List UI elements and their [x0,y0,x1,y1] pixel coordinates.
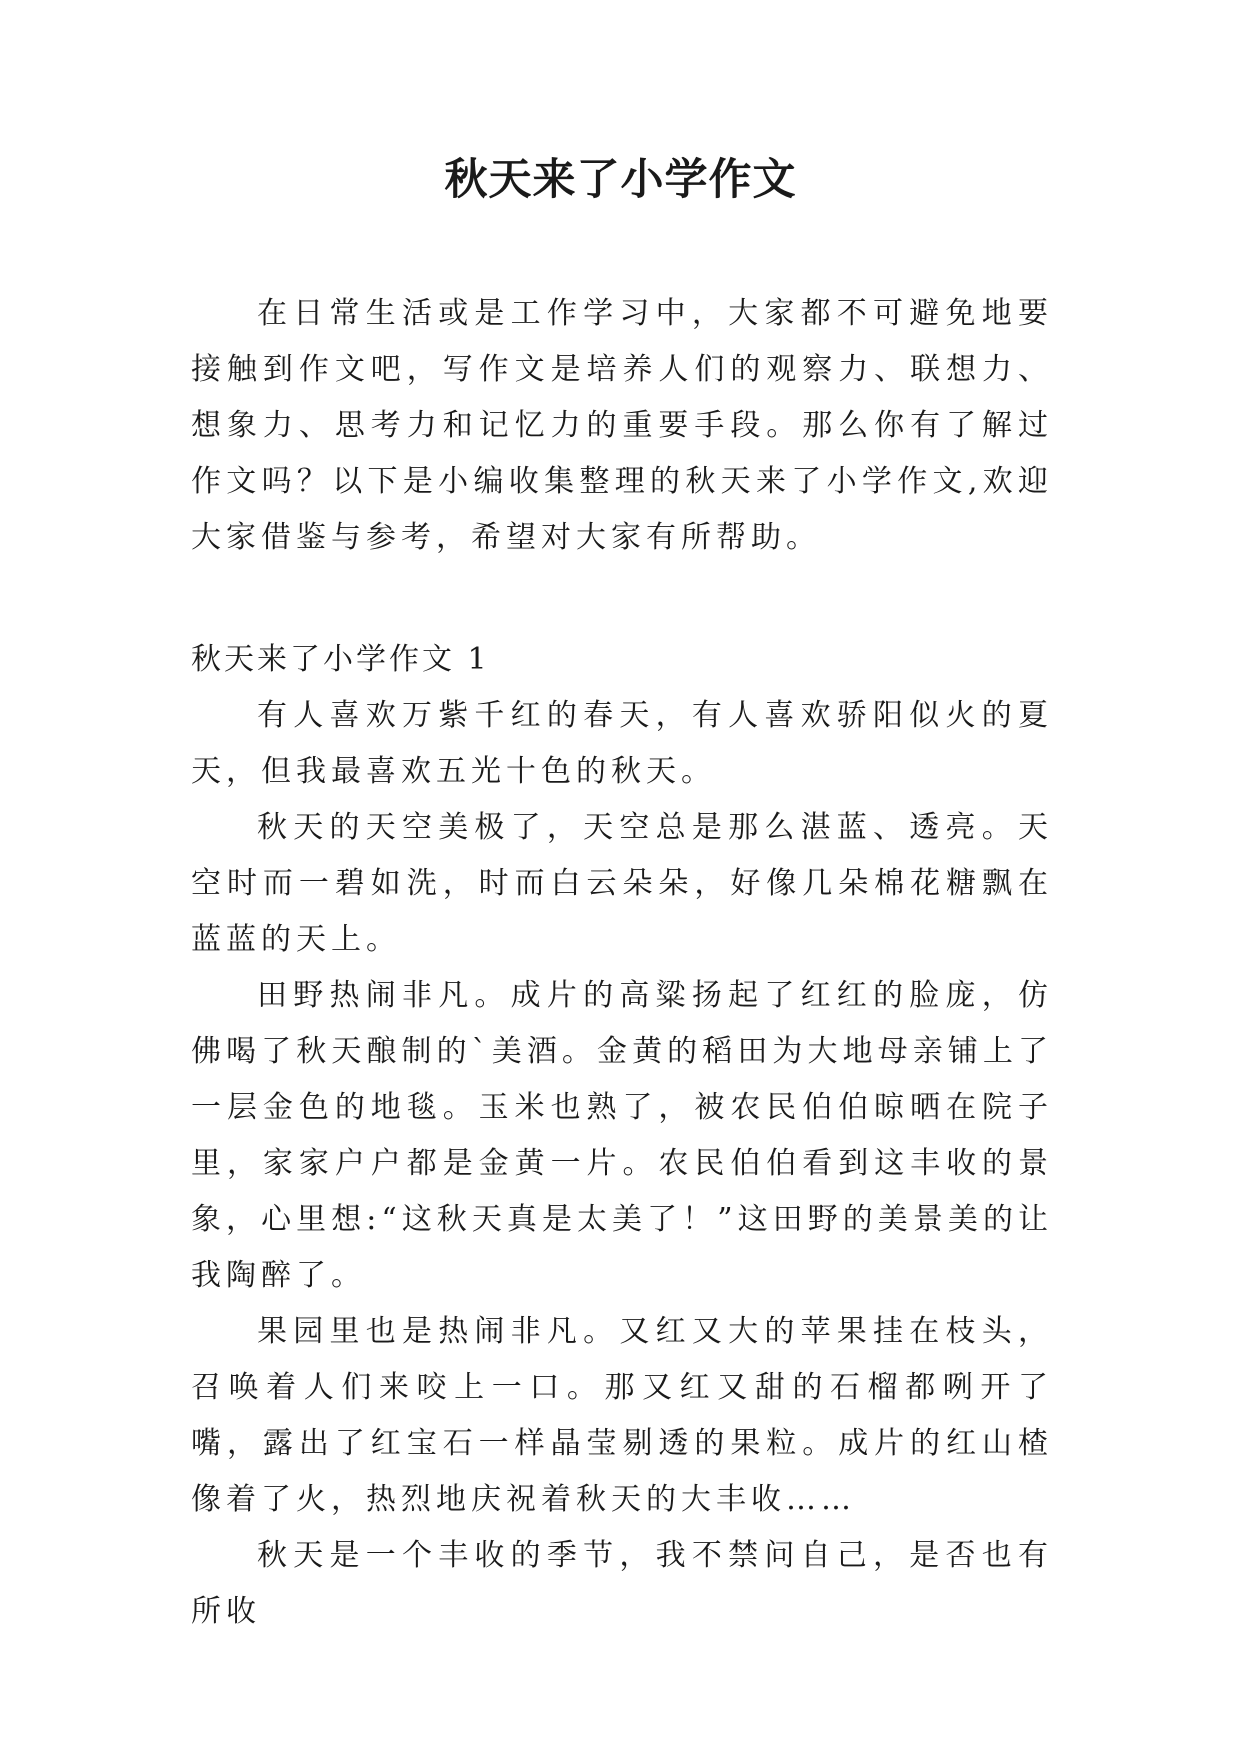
intro-paragraph: 在日常生活或是工作学习中，大家都不可避免地要接触到作文吧，写作文是培养人们的观察力、联想力、想象力、思考力和记忆力的重要手段。那么你有了解过作文吗？以下是小编收集整理的秋天来了小学作文,欢迎大家借鉴与参考，希望对大家有所帮助。 [191,296,1053,555]
body-paragraph: 有人喜欢万紫千红的春天，有人喜欢骄阳似火的夏天，但我最喜欢五光十色的秋天。 [191,698,1053,789]
page-title: 秋天来了小学作文 [444,155,797,205]
body-paragraph: 秋天是一个丰收的季节，我不禁问自己，是否也有所收 [191,1538,1053,1629]
document-body [191,286,1053,1640]
section-heading: 秋天来了小学作文 1 [191,642,490,677]
body-paragraph: 秋天的天空美极了，天空总是那么湛蓝、透亮。天空时而一碧如洗，时而白云朵朵，好像几朵棉花糖飘在蓝蓝的天上。 [191,810,1053,957]
body-paragraph: 田野热闹非凡。成片的高粱扬起了红红的脸庞，仿佛喝了秋天酿制的`美酒。金黄的稻田为大地母亲铺上了一层金色的地毯。玉米也熟了，被农民伯伯晾晒在院子里，家家户户都是金黄一片。农民伯伯看到这丰收的景象，心里想:“这秋天真是太美了！”这田野的美景美的让我陶醉了。 [191,978,1053,1293]
body-paragraph: 果园里也是热闹非凡。又红又大的苹果挂在枝头，召唤着人们来咬上一口。那又红又甜的石榴都咧开了嘴，露出了红宝石一样晶莹剔透的果粒。成片的红山楂像着了火，热烈地庆祝着秋天的大丰收…… [191,1314,1053,1517]
